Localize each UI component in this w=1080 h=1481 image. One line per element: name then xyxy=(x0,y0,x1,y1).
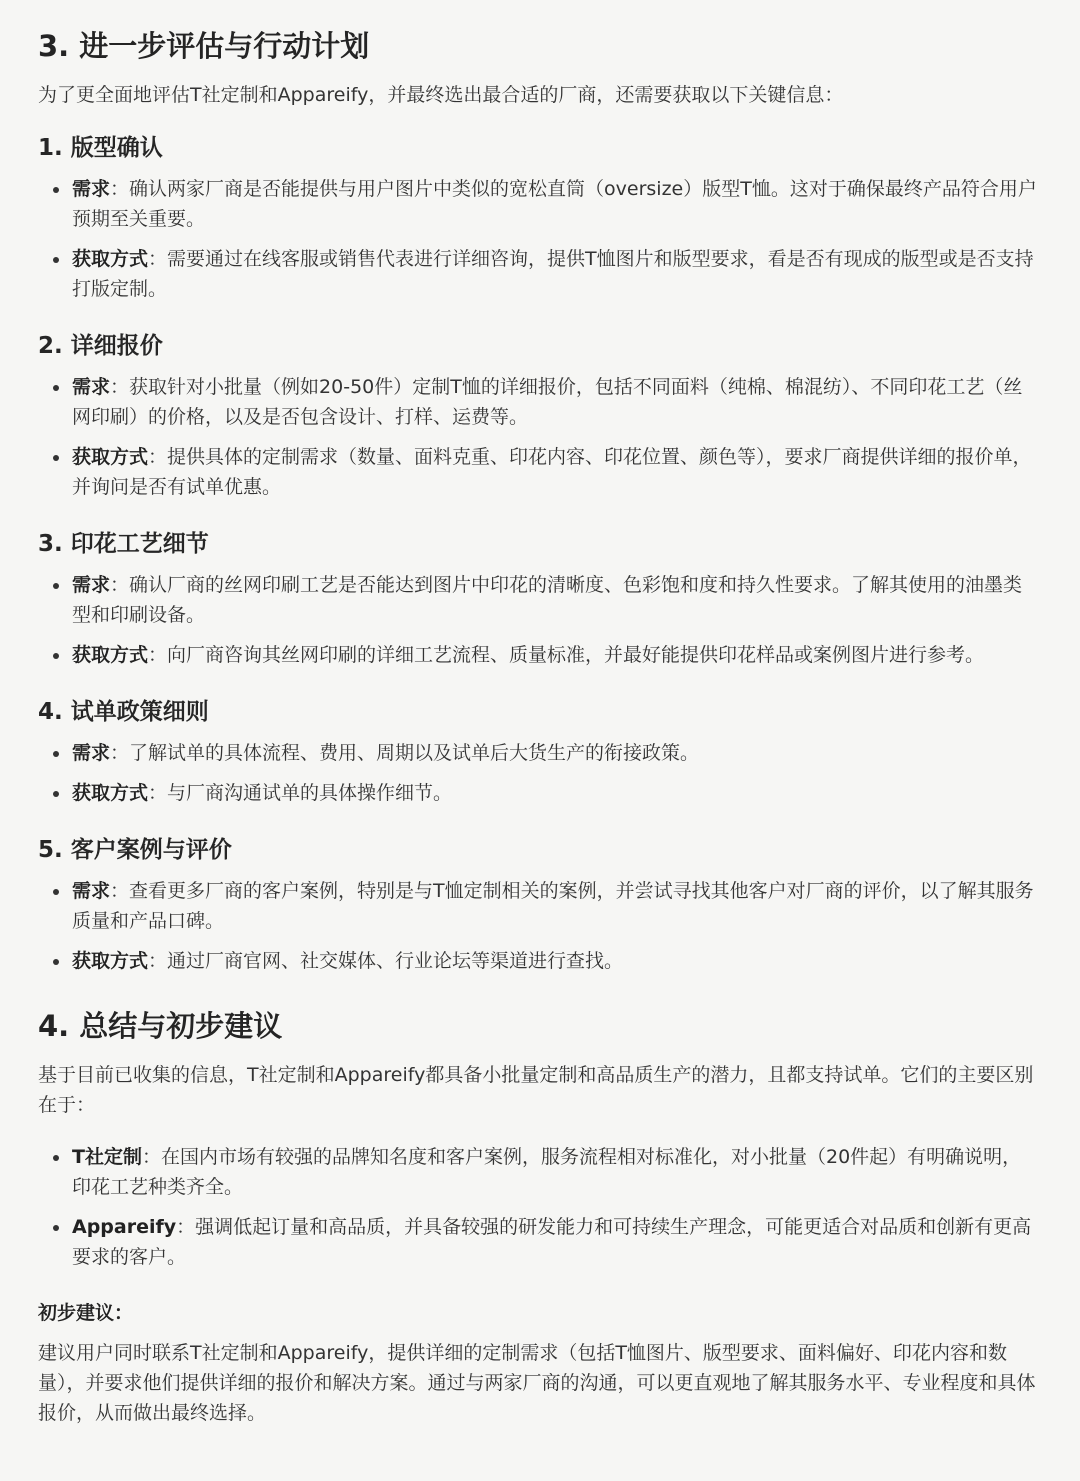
bullet-text: 查看更多厂商的客户案例，特别是与T恤定制相关的案例，并尝试寻找其他客户对厂商的评价，以了解其服务质量和产品口碑。 xyxy=(72,880,1034,932)
bullet-item xyxy=(38,570,1040,630)
bullet-text: 强调低起订量和高品质，并具备较强的研发能力和可持续生产理念，可能更适合对品质和创新有更高要求的客户。 xyxy=(72,1216,1032,1268)
subsection-heading: 5. 客户案例与评价 xyxy=(38,837,232,863)
subsection xyxy=(38,132,1040,304)
subsection-heading: 4. 试单政策细则 xyxy=(38,699,209,725)
bullet-list xyxy=(38,738,1040,808)
bullet-key: 获取方式 xyxy=(72,644,149,666)
bullet-sep: ： xyxy=(148,950,168,972)
subsection-heading: 3. 印花工艺细节 xyxy=(38,531,209,557)
bullet-key: 获取方式 xyxy=(72,950,149,972)
recommendation-text: 建议用户同时联系T社定制和Appareify，提供详细的定制需求（包括T恤图片、版型要求、面料偏好、印花内容和数量），并要求他们提供详细的报价和解决方案。通过与两家厂商的沟通，可以更直观地了解其服务水平、专业程度和具体报价，从而做出最终选择。 xyxy=(38,1342,1036,1424)
section-intro: 为了更全面地评估T社定制和Appareify，并最终选出最合适的厂商，还需要获取以下关键信息： xyxy=(38,84,844,106)
bullet-text: 获取针对小批量（例如20-50件）定制T恤的详细报价，包括不同面料（纯棉、棉混纺）、不同印花工艺（丝网印刷）的价格，以及是否包含设计、打样、运费等。 xyxy=(72,376,1023,428)
bullet-key: 需求 xyxy=(72,178,111,200)
bullet-text: 与厂商沟通试单的具体操作细节。 xyxy=(167,782,453,804)
bullet-text: 通过厂商官网、社交媒体、行业论坛等渠道进行查找。 xyxy=(167,950,624,972)
bullet-sep: ： xyxy=(141,1146,161,1168)
bullet-sep: ： xyxy=(148,248,168,270)
subsection-heading: 2. 详细报价 xyxy=(38,333,163,359)
bullet-item xyxy=(38,876,1040,936)
bullet-key: 获取方式 xyxy=(72,446,149,468)
bullet-list xyxy=(38,174,1040,304)
bullet-text: 确认厂商的丝网印刷工艺是否能达到图片中印花的清晰度、色彩饱和度和持久性要求。了解其使用的油墨类型和印刷设备。 xyxy=(72,574,1023,626)
bullet-item xyxy=(38,442,1040,502)
recommendation-label: 初步建议： xyxy=(38,1302,134,1324)
bullet-text: 在国内市场有较强的品牌知名度和客户案例，服务流程相对标准化，对小批量（20件起）有明确说明，印花工艺种类齐全。 xyxy=(72,1146,1022,1198)
bullet-text: 需要通过在线客服或销售代表进行详细咨询，提供T恤图片和版型要求，看是否有现成的版型或是否支持打版定制。 xyxy=(72,248,1034,300)
section-intro: 基于目前已收集的信息，T社定制和Appareify都具备小批量定制和高品质生产的潜力，且都支持试单。它们的主要区别在于： xyxy=(38,1064,1034,1116)
bullet-sep: ： xyxy=(110,178,130,200)
bullet-item xyxy=(38,640,1040,670)
bullet-sep: ： xyxy=(110,574,130,596)
bullet-list xyxy=(38,876,1040,976)
bullet-list xyxy=(38,570,1040,670)
subsection xyxy=(38,834,1040,976)
bullet-text: 向厂商咨询其丝网印刷的详细工艺流程、质量标准，并最好能提供印花样品或案例图片进行参考。 xyxy=(167,644,985,666)
bullet-item xyxy=(38,1212,1040,1272)
bullet-key: 需求 xyxy=(72,574,111,596)
bullet-key: T社定制 xyxy=(72,1146,142,1168)
bullet-item xyxy=(38,738,1040,768)
subsection xyxy=(38,528,1040,670)
bullet-sep: ： xyxy=(176,1216,196,1238)
bullet-sep: ： xyxy=(110,742,130,764)
bullet-key: 需求 xyxy=(72,742,111,764)
section-heading: 3. 进一步评估与行动计划 xyxy=(38,29,370,63)
bullet-item xyxy=(38,372,1040,432)
subsection-list xyxy=(38,132,1040,976)
bullet-key: 获取方式 xyxy=(72,248,149,270)
bullet-list xyxy=(38,372,1040,502)
bullet-item xyxy=(38,174,1040,234)
subsection xyxy=(38,330,1040,502)
bullet-item xyxy=(38,1142,1040,1202)
bullet-list xyxy=(38,1142,1040,1272)
bullet-sep: ： xyxy=(148,446,168,468)
bullet-key: 需求 xyxy=(72,880,111,902)
bullet-sep: ： xyxy=(110,880,130,902)
bullet-sep: ： xyxy=(148,782,168,804)
subsection xyxy=(38,696,1040,808)
bullet-text: 提供具体的定制需求（数量、面料克重、印花内容、印花位置、颜色等），要求厂商提供详细的报价单，并询问是否有试单优惠。 xyxy=(72,446,1032,498)
bullet-item xyxy=(38,778,1040,808)
bullet-text: 了解试单的具体流程、费用、周期以及试单后大货生产的衔接政策。 xyxy=(129,742,700,764)
section-heading: 4. 总结与初步建议 xyxy=(38,1009,283,1043)
bullet-item xyxy=(38,244,1040,304)
bullet-item xyxy=(38,946,1040,976)
bullet-key: Appareify xyxy=(72,1216,177,1238)
subsection-heading: 1. 版型确认 xyxy=(38,135,163,161)
bullet-sep: ： xyxy=(148,644,168,666)
bullet-key: 获取方式 xyxy=(72,782,149,804)
bullet-key: 需求 xyxy=(72,376,111,398)
bullet-sep: ： xyxy=(110,376,130,398)
bullet-text: 确认两家厂商是否能提供与用户图片中类似的宽松直筒（oversize）版型T恤。这对于确保最终产品符合用户预期至关重要。 xyxy=(72,178,1037,230)
